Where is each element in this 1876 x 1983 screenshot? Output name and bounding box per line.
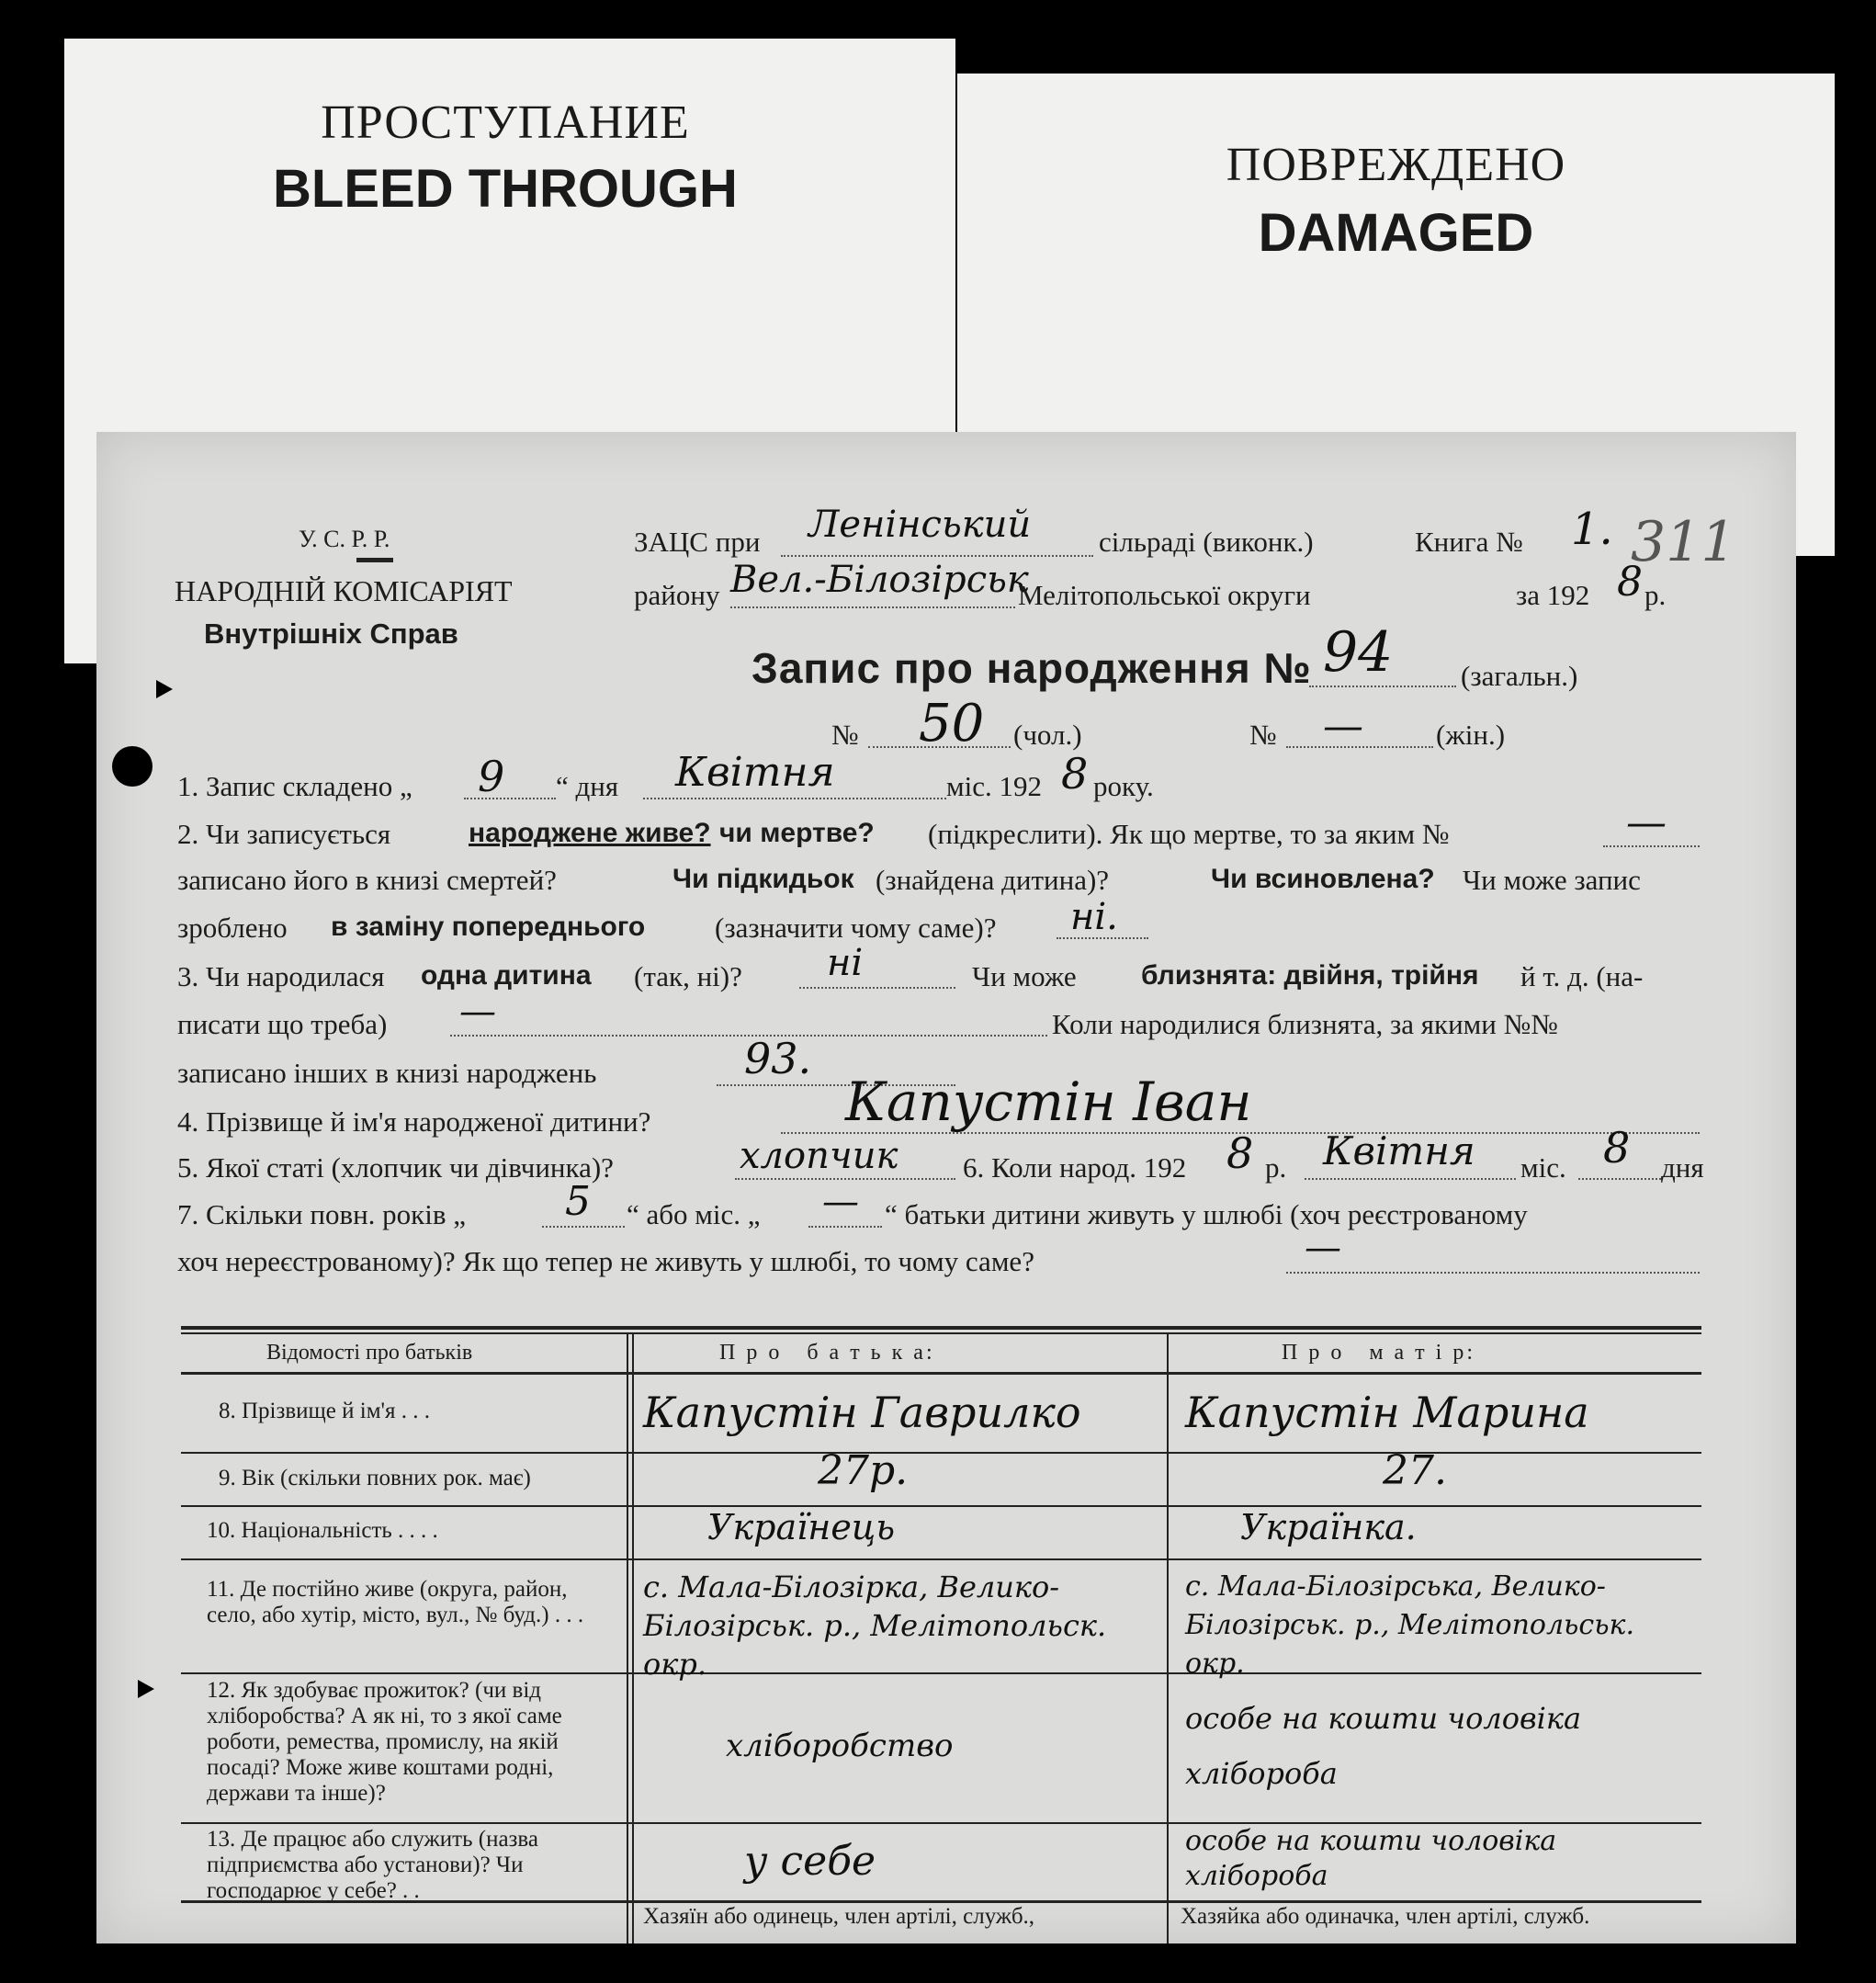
- q2-text: (знайдена дитина)?: [876, 864, 1110, 896]
- q2-foundling: Чи підкидьок: [672, 864, 854, 894]
- female-no-label: №: [1249, 719, 1277, 751]
- q7-text: “ або міс. „: [627, 1198, 761, 1230]
- country-label: У. С. Р. Р.: [299, 526, 390, 552]
- birth-month: Квітня: [1323, 1128, 1475, 1173]
- zags-value: Ленінський: [808, 504, 1032, 546]
- dotted-line: [542, 1226, 625, 1228]
- q2-text: (підкреслити). Як що мертве, то за яким №: [928, 818, 1450, 850]
- male-no-label: №: [831, 719, 859, 751]
- q2-dead-option: чи мертве?: [719, 818, 875, 848]
- table-row-border: [181, 1505, 1701, 1507]
- record-number: 94: [1323, 620, 1394, 685]
- q2-death-number: —: [1626, 799, 1667, 846]
- dotted-line: [1286, 1272, 1700, 1274]
- table-row-border: [181, 1558, 1701, 1560]
- ministry-label: НАРОДНІЙ КОМІСАРІЯТ: [175, 574, 513, 607]
- birth-day: 8: [1603, 1123, 1631, 1173]
- q3-text: й т. д. (на-: [1520, 960, 1644, 992]
- q1-month: Квітня: [675, 749, 835, 796]
- female-number: —: [1323, 703, 1363, 750]
- dotted-line: [643, 798, 946, 799]
- table-header-father: П р о б а т ь к а:: [719, 1341, 935, 1365]
- father-age: 27р.: [818, 1447, 909, 1494]
- margin-notch: [156, 680, 173, 698]
- q6-year-suffix: р.: [1265, 1151, 1287, 1184]
- table-row-label: 13. Де працює або служить (назва підприємства або установи)? Чи господарює у себе? . .: [207, 1827, 538, 1903]
- mother-nationality: Українка.: [1240, 1507, 1417, 1547]
- table-column-divider: [627, 1332, 628, 1943]
- book-value: 1.: [1571, 504, 1613, 555]
- q3-text: Чи може: [972, 960, 1077, 992]
- mother-status-options: Хазяйка або одиначка, член артілі, служб.: [1181, 1904, 1590, 1929]
- q3-text: писати що треба): [177, 1008, 388, 1040]
- margin-note: 311: [1631, 510, 1736, 574]
- general-label: (загальн.): [1461, 660, 1578, 692]
- table-row-label: 10. Національність . . . .: [207, 1518, 438, 1543]
- year-suffix: р.: [1644, 579, 1667, 611]
- father-status-options: Хазяїн або одинець, член артілі, служб.,: [643, 1904, 1035, 1929]
- margin-notch: [138, 1680, 154, 1698]
- marriage-months: —: [822, 1181, 859, 1223]
- table-row-border: [181, 1452, 1701, 1454]
- table-header-mother: П р о м а т і р:: [1282, 1341, 1475, 1365]
- father-workplace: у себе: [744, 1838, 876, 1885]
- dotted-line: [799, 987, 955, 989]
- q6-month-label: міс.: [1520, 1151, 1566, 1184]
- table-top-border: [181, 1326, 1701, 1330]
- female-label: (жін.): [1436, 719, 1506, 751]
- q2-replacement: в заміну попереднього: [331, 912, 646, 942]
- q3-text: 3. Чи народилася: [177, 960, 385, 992]
- not-married-reason: —: [1305, 1227, 1341, 1269]
- q1-suffix: року.: [1093, 770, 1154, 802]
- table-column-divider: [632, 1332, 634, 1943]
- father-name: Капустін Гаврилко: [643, 1388, 1081, 1437]
- q2-text: записано його в книзі смертей?: [177, 864, 557, 896]
- ministry-subtitle: Внутрішніх Справ: [204, 618, 458, 650]
- dotted-line: [808, 1226, 882, 1228]
- q3-twins: близнята: двійня, трійня: [1141, 960, 1479, 991]
- table-row-label: 12. Як здобуває прожиток? (чи від хліборобства? А як ні, то з якої саме роботи, ремества, промислу, на якій посаді? Може живе коштами родні, держави та інше)?: [207, 1678, 562, 1806]
- q1-day: 9: [478, 752, 505, 801]
- q2-replacement-value: ні.: [1070, 896, 1118, 938]
- father-nationality: Українець: [707, 1507, 896, 1547]
- birth-year: 8: [1226, 1128, 1254, 1178]
- q3-other-number: 93.: [744, 1034, 812, 1083]
- divider: [356, 558, 393, 562]
- table-row-label: 8. Прізвище й ім'я . . .: [219, 1399, 431, 1423]
- mother-workplace: особе на кошти чоловіка хлібороба: [1185, 1825, 1557, 1892]
- q3-twins-value: —: [459, 991, 496, 1033]
- male-label: (чол.): [1013, 719, 1082, 751]
- mother-age: 27.: [1383, 1447, 1447, 1494]
- silradi-label: сільраді (виконк.): [1099, 526, 1314, 558]
- bleed-through-label-en: BLEED THROUGH: [273, 159, 738, 219]
- q3-single-child: одна дитина: [421, 960, 592, 991]
- table-row-label: 11. Де постійно живе (округа, район, село, або хутір, місто, вул., № буд.) . . .: [207, 1577, 584, 1627]
- dotted-line: [730, 606, 1015, 608]
- dotted-line: [1305, 1178, 1516, 1180]
- table-header-border: [181, 1372, 1701, 1375]
- table-row-label: 9. Вік (скільки повних рок. має): [219, 1466, 531, 1490]
- q1-day-label: “ дня: [556, 770, 619, 802]
- father-occupation: хліборобство: [726, 1728, 954, 1764]
- q7-text: “ батьки дитини живуть у шлюбі (хоч реєстрованому: [885, 1198, 1528, 1230]
- raion-label: району: [634, 579, 720, 611]
- q1-year-label: міс. 192: [946, 770, 1042, 802]
- male-number: 50: [919, 694, 985, 754]
- q2-alive-option: народжене живе?: [469, 818, 711, 848]
- okruha-label: Мелітопольської округи: [1018, 579, 1311, 611]
- year-label: за 192: [1516, 579, 1590, 611]
- child-sex: хлопчик: [740, 1135, 898, 1177]
- q5-label: 5. Якої статі (хлопчик чи дівчинка)?: [177, 1151, 614, 1184]
- mother-residence: с. Мала-Білозірська, Велико-Білозірськ. р., Мелітопольськ. окр.: [1185, 1570, 1634, 1680]
- mother-name: Капустін Марина: [1185, 1388, 1589, 1437]
- marriage-years: 5: [565, 1178, 591, 1225]
- raion-value: Вел.-Білозірськ: [730, 559, 1029, 601]
- q7-text: хоч нереєстрованому)? Як що тепер не живуть у шлюбі, то чому саме?: [177, 1245, 1034, 1277]
- table-column-divider: [1167, 1332, 1169, 1943]
- damaged-label-en: DAMAGED: [1258, 203, 1534, 263]
- book-label: Книга №: [1415, 526, 1523, 558]
- q2-text: (зазначити чому саме)?: [715, 912, 997, 944]
- dotted-line: [1309, 686, 1456, 687]
- year-value: 8: [1617, 559, 1643, 606]
- q6-day-label: дня: [1661, 1151, 1704, 1184]
- punch-hole: [112, 746, 153, 787]
- q2-text: зроблено: [177, 912, 288, 944]
- table-header-info: Відомості про батьків: [266, 1341, 473, 1365]
- mother-occupation: особе на кошти чоловіка хлібороба: [1185, 1701, 1582, 1791]
- q1-year: 8: [1061, 749, 1089, 799]
- damaged-label-ru: ПОВРЕЖДЕНО: [1226, 139, 1566, 191]
- q4-label: 4. Прізвище й ім'я народженої дитини?: [177, 1105, 651, 1138]
- father-residence: с. Мала-Білозірка, Велико-Білозірськ. р., Мелітопольск. окр.: [643, 1569, 1107, 1682]
- q3-single-value: ні: [827, 942, 864, 984]
- q3-text: Коли народилися близнята, за якими №№: [1052, 1008, 1558, 1040]
- dotted-line: [1578, 1178, 1661, 1180]
- q3-text: (так, ні)?: [634, 960, 742, 992]
- q2-adopted: Чи всиновлена?: [1211, 864, 1435, 894]
- dotted-line: [781, 555, 1093, 557]
- q2-text: Чи може запис: [1463, 864, 1641, 896]
- q3-text: записано інших в книзі народжень: [177, 1057, 597, 1089]
- form-title: Запис про народження №: [752, 644, 1312, 692]
- q1-label: 1. Запис складено „: [177, 770, 412, 802]
- q6-label: 6. Коли народ. 192: [963, 1151, 1187, 1184]
- bleed-through-label-ru: ПРОСТУПАНИЕ: [321, 96, 690, 149]
- q7-text: 7. Скільки повн. років „: [177, 1198, 466, 1230]
- child-name: Капустін Іван: [845, 1071, 1252, 1133]
- zags-label: ЗАЦС при: [634, 526, 761, 558]
- q2-text: 2. Чи записується: [177, 818, 391, 850]
- table-top-border: [181, 1332, 1701, 1334]
- dotted-line: [735, 1178, 955, 1180]
